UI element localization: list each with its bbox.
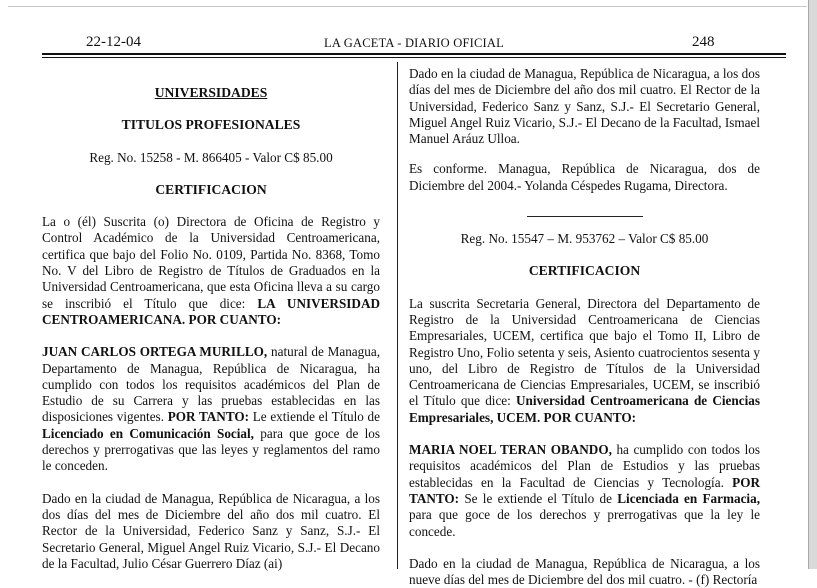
degree-title: Licenciada en Farmacia, (617, 490, 760, 506)
registration-number: Reg. No. 15547 – M. 953762 – Valor C$ 85.00 (460, 231, 709, 247)
university-title: LA UNIVERSIDAD CENTROAMERICANA. POR CUANTO: (42, 295, 380, 327)
header-rule-thick (42, 53, 786, 55)
section-subtitle: TITULOS PROFESIONALES (121, 117, 301, 133)
header-rule-thin (42, 57, 786, 58)
right-column (409, 66, 760, 588)
graduate-name: MARIA NOEL TERAN OBANDO, (409, 442, 612, 458)
left-column (42, 85, 380, 572)
issuance-paragraph: Dado en la ciudad de Managua, República de Nicaragua, a los dos días del mes de Diciembre del año dos mil cuatro. El Rector de la Universidad, Federico Sanz y Sanz, S.J.- El Secretario General, Miguel Angel Ruiz Vicario, S.J.- El Decano de la Facultad, Julio César Guerrero Díaz (ai) (42, 490, 380, 571)
degree-title: Licenciado en Comunicación Social, (42, 425, 254, 441)
graduate-name: JUAN CARLOS ORTEGA MURILLO, (42, 344, 268, 360)
header-page-number: 248 (692, 34, 715, 50)
page-header (42, 33, 786, 51)
certification-paragraph: La suscrita Secretaria General, Directora del Departamento de Registro de la Universidad Centroamericana de Ciencias Empresariales, UCEM, certifica que bajo el Tomo II, Libro de Registro Uno, Folio setenta y seis, Asiento cuatrocientos sesenta y uno, del Libro de Registro de Títulos de la Universidad Centroamericana de Ciencias Empresariales, UCEM, se inscribió el Título que dice: Universidad Centroamericana de Ciencias Empresariales, UCEM. POR CUANTO: (409, 295, 760, 425)
issuance-paragraph-continued: Dado en la ciudad de Managua, República de Nicaragua, a los dos días del mes de Diciembre del año dos mil cuatro. El Rector de la Universidad, Federico Sanz y Sanz, S.J.- El Secretario General, Miguel Angel Ruiz Vicario, S.J.- El Decano de la Facultad, Ismael Manuel Aráuz Ulloa. (409, 66, 760, 147)
certification-heading: CERTIFICACION (155, 181, 267, 197)
university-title: Universidad Centroamericana de Ciencias Empresariales, UCEM. POR CUANTO: (409, 393, 760, 425)
registration-number: Reg. No. 15258 - M. 866405 - Valor C$ 85.00 (89, 149, 333, 165)
header-publication: LA GACETA - DIARIO OFICIAL (324, 36, 504, 50)
column-divider (397, 62, 398, 569)
conformity-paragraph: Es conforme. Managua, República de Nicaragua, dos de Diciembre del 2004.- Yolanda Céspedes Rugama, Directora. (409, 161, 760, 193)
issuance-paragraph: Dado en la ciudad de Managua, República de Nicaragua, a los nueve días del mes de Diciembre del dos mil cuatro. - (f) Rectoría (409, 555, 760, 588)
por-tanto: POR TANTO: (167, 409, 250, 425)
certification-heading: CERTIFICACION (528, 263, 641, 279)
por-tanto: POR TANTO: (409, 474, 760, 506)
window-scrollbar[interactable] (808, 0, 817, 569)
certification-paragraph: La o (él) Suscrita (o) Directora de Oficina de Registro y Control Académico de la Universidad Centroamericana, certifica que bajo del Folio No. 0109, Partida No. 8368, Tomo No. V del Libro de Registro de Títulos de Graduados en la Universidad Centroamericana, que esta Oficina lleva a su cargo se inscribió el Título que dice: LA UNIVERSIDAD CENTROAMERICANA. POR CUANTO: (42, 214, 380, 327)
header-date: 22-12-04 (86, 34, 141, 50)
graduate-paragraph: JUAN CARLOS ORTEGA MURILLO, natural de Managua, Departamento de Managua, República de Nicaragua, ha cumplido con todos los requisitos académicos del Plan de Estudio de su Carrera y las pruebas establecidas en las disposiciones vigentes. POR TANTO: Le extiende el Título de Licenciado en Comunicación Social, para que goce de los derechos y prerrogativas que las leyes y reglamentos del ramo le conceden. (42, 344, 381, 474)
graduate-paragraph: MARIA NOEL TERAN OBANDO, ha cumplido con todos los requisitos académicos del Plan de Estudios y las pruebas establecidas en la Facultad de Ciencias y Tecnología. POR TANTO: Se le extiende el Título de Licenciada en Farmacia, para que goce de los derechos y prerrogativas que la ley le concede. (409, 442, 760, 539)
section-title: UNIVERSIDADES (154, 85, 268, 100)
